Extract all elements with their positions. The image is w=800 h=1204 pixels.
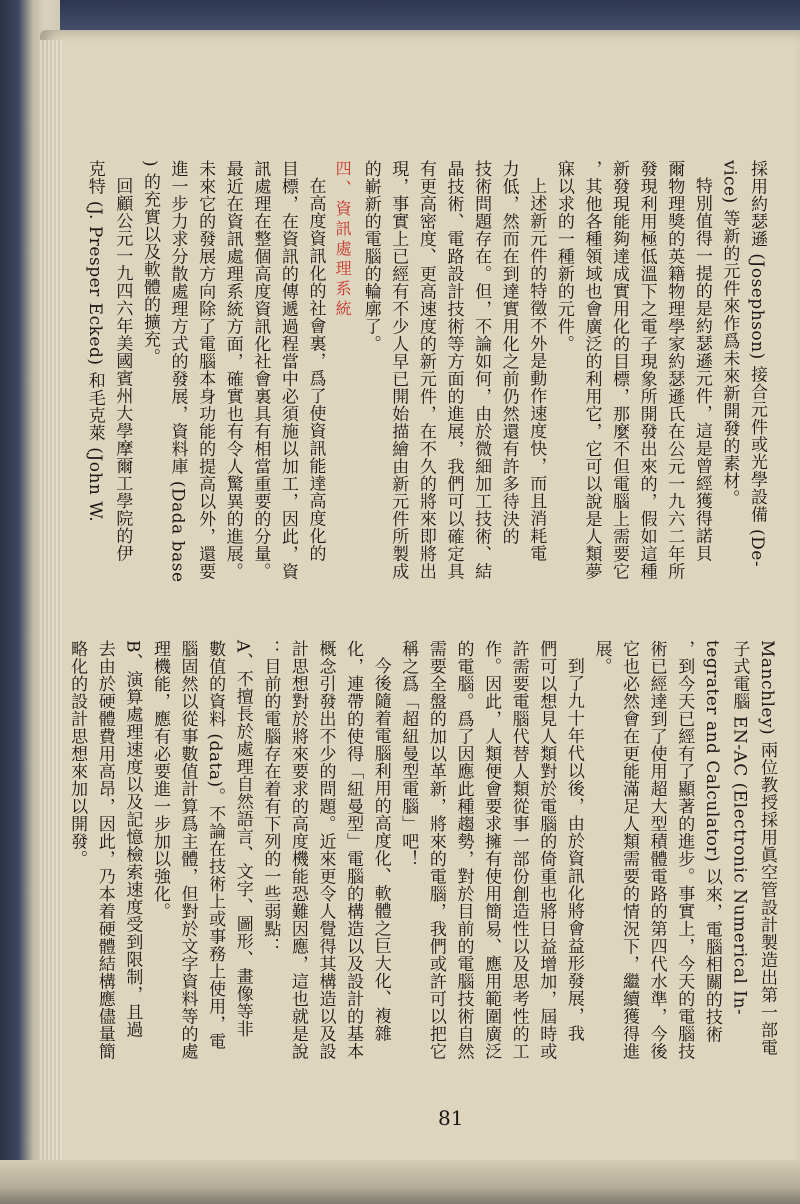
text-column: ) 的充實以及軟體的擴充。 <box>139 160 160 366</box>
section-heading: 四、資訊處理系統 <box>333 160 353 320</box>
text-column: Manchley) 兩位教授採用眞空管設計製造出第一部電 <box>757 640 777 1057</box>
text-column: B、演算處理速度以及記憶檢索速度受到限制，且過 <box>122 640 143 1038</box>
text-column: 化，連帶的使得「紐曼型」電腦的構造以及設計的基本 <box>343 640 364 1060</box>
text-column: 腦固然以從事數值計算爲主體，但對於文字資料等的處 <box>177 640 198 1060</box>
text-column: 新發現能夠達成實用化的目標，那麼不但電腦上需要它 <box>609 160 630 580</box>
text-column: 術已經達到了使用超大型積體電路的第四代水準，今後 <box>646 640 667 1060</box>
text-column: 目標，在資訊的傳遞過程當中必須施以加工，因此，資 <box>277 160 298 580</box>
text-column: 訊處理在整個高度資訊化社會裏具有相當重要的分量。 <box>250 160 271 580</box>
page-stack-edges <box>40 40 62 1200</box>
text-column: ，其他各種領域也會廣泛的利用它，它可以說是人類夢 <box>581 160 602 580</box>
text-column: 克特 (J. Presper Ecked) 和毛克萊 (John W. <box>84 160 105 523</box>
text-column: 現，事實上已經有不少人早已開始描繪由新元件所製成 <box>388 160 409 580</box>
text-column: 今後隨着電腦利用的高度化、軟體之巨大化、複雜 <box>370 657 391 1042</box>
text-column: 展。 <box>591 640 612 675</box>
text-column: 晶技術、電路設計技術等方面的進展，我們可以確定具 <box>443 160 464 580</box>
text-column: vice) 等新的元件來作爲未來新開發的素材。 <box>719 160 740 508</box>
text-column: ，到今天已經有了顯著的進步。事實上，今天的電腦技 <box>674 640 695 1060</box>
text-column: 的電腦。爲了因應此種趨勢，對於目前的電腦技術自然 <box>453 640 474 1060</box>
lower-text-block <box>67 640 780 1090</box>
text-column: 許需要電腦代替人類從事一部份創造性以及思考性的工 <box>508 640 529 1060</box>
text-column: 需要全盤的加以革新，將來的電腦，我們或許可以把它 <box>425 640 446 1060</box>
text-column: 們可以想見人類對於電腦的倚重也將日益增加，屆時或 <box>536 640 557 1060</box>
text-column: 特別值得一提的是約瑟遜元件，這是曾經獲得諾貝 <box>691 177 712 562</box>
text-column: 數值的資料 (data)。不論在技術上或事務上使用，電 <box>205 640 226 1051</box>
text-column: 力低，然而在到達實用化之前仍然還有許多待決的 <box>498 160 519 545</box>
text-column: 技術問題存在。但，不論如何，由於微細加工技術、結 <box>471 160 492 580</box>
text-column: 有更高密度、更高速度的新元件，在不久的將來即將出 <box>415 160 436 580</box>
text-column: 爾物理獎的英籍物理學家約瑟遜氏在公元一九六二年所 <box>664 160 685 580</box>
text-column: 進一步力求分散處理方式的發展，資料庫 (Dada base <box>167 160 188 583</box>
text-column: 到了九十年代以後，由於資訊化將會益形發展，我 <box>563 657 584 1042</box>
text-column: 去由於硬體費用高昂，因此，乃本着硬體結構應儘量簡 <box>94 640 115 1060</box>
text-column: 的嶄新的電腦的輪廓了。 <box>360 160 381 353</box>
text-column: 發現利用極低溫下之電子現象所開發出來的，假如這種 <box>636 160 657 580</box>
text-column: 子式電腦 EN-AC (Electronic Numerical In- <box>729 640 750 1016</box>
text-column: 計思想對於將來要求的高度機能恐難因應，這也就是說 <box>287 640 308 1060</box>
text-column: ：目前的電腦存在着有下列的一些弱點： <box>260 640 281 955</box>
text-column: 略化的設計思想來加以開發。 <box>67 640 88 868</box>
text-column: 理機能，應有必要進一步加以強化。 <box>149 640 170 920</box>
text-column: 稱之爲「超紐曼型電腦」吧！ <box>398 640 419 868</box>
text-column: 在高度資訊化的社會裏，爲了使資訊能達高度化的 <box>305 177 326 562</box>
text-column: 最近在資訊處理系統方面，確實也有令人驚異的進展。 <box>222 160 243 580</box>
page-bottom-shadow <box>0 1160 800 1204</box>
text-column: 上述新元件的特徵不外是動作速度快，而且消耗電 <box>526 177 547 562</box>
text-column: 作。因此，人類便會要求擁有使用簡易、應用範圍廣泛 <box>481 640 502 1060</box>
text-column: tegrater and Calculator) 以來，電腦相關的技術 <box>701 640 722 1044</box>
text-column: A、不擅長於處理自然語言、文字、圖形、畫像等非 <box>232 640 253 1038</box>
text-column: 未來它的發展方向除了電腦本身功能的提高以外，還要 <box>195 160 216 580</box>
text-column: 採用約瑟遜 (Josephson) 接合元件或光學設備 (De- <box>747 160 767 568</box>
text-column: 概念引發出不少的問題。近來更令人覺得其構造以及設 <box>315 640 336 1060</box>
text-column: 寐以求的一種新的元件。 <box>553 160 574 353</box>
text-column: 回顧公元一九四六年美國賓州大學摩爾工學院的伊 <box>112 177 133 562</box>
page-number: 81 <box>438 1106 464 1130</box>
upper-text-block <box>84 160 770 620</box>
text-column: 它也必然會在更能滿足人類需要的情況下，繼續獲得進 <box>619 640 640 1060</box>
